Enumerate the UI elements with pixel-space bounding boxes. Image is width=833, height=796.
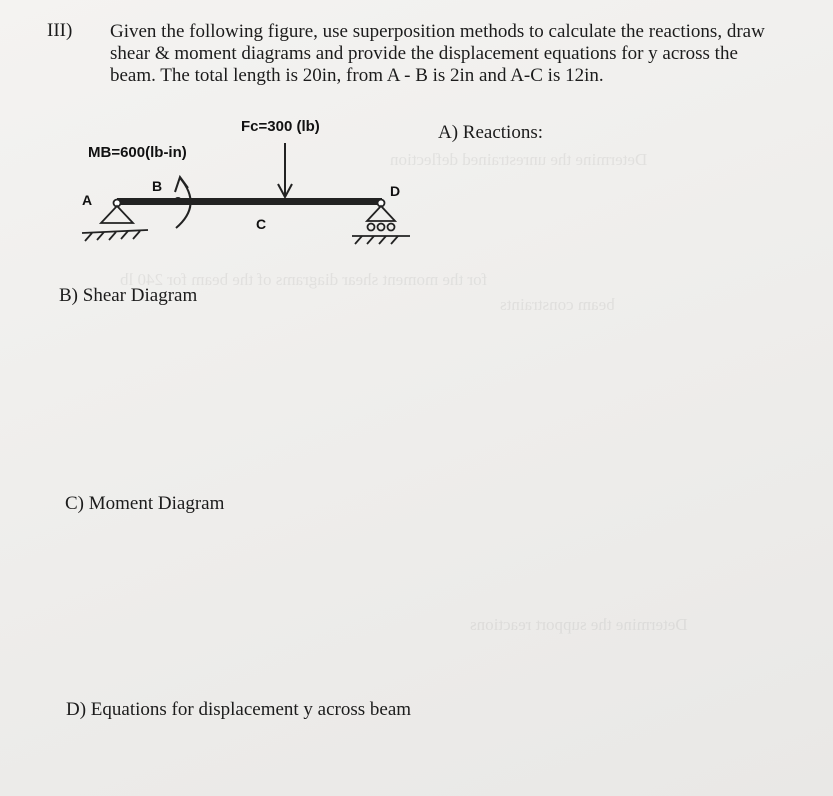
question-line: shear & moment diagrams and provide the displacement equations for y across the — [110, 43, 738, 64]
point-b-label: B — [152, 178, 163, 194]
part-c-heading: C) Moment Diagram — [65, 493, 225, 514]
bleed-through-text: for the moment shear diagrams of the beam for 240 lb — [120, 270, 488, 289]
point-b-marker — [174, 197, 182, 205]
moment-label: MB=600(lb-in) — [88, 144, 187, 161]
point-d-label: D — [390, 183, 401, 199]
question-line: Given the following figure, use superposition methods to calculate the reactions, draw — [110, 21, 765, 42]
beam — [117, 198, 382, 205]
part-b-heading: B) Shear Diagram — [59, 285, 198, 306]
roller-support-icon — [352, 200, 410, 245]
force-arrow-icon — [278, 143, 292, 197]
part-a-heading: A) Reactions: — [438, 122, 544, 143]
question-line: beam. The total length is 20in, from A - B is 2in and A-C is 12in. — [110, 65, 604, 86]
point-a-label: A — [82, 192, 93, 208]
bleed-through-text: Determine the support reactions — [470, 615, 688, 634]
point-c-label: C — [256, 216, 267, 232]
bleed-through-text: beam constraints — [500, 295, 615, 314]
force-label: Fc=300 (lb) — [241, 118, 320, 135]
part-d-heading: D) Equations for displacement y across beam — [66, 699, 412, 720]
bleed-through-text: Determine the unrestrained deflection — [390, 150, 648, 169]
question-number: III) — [47, 20, 73, 41]
